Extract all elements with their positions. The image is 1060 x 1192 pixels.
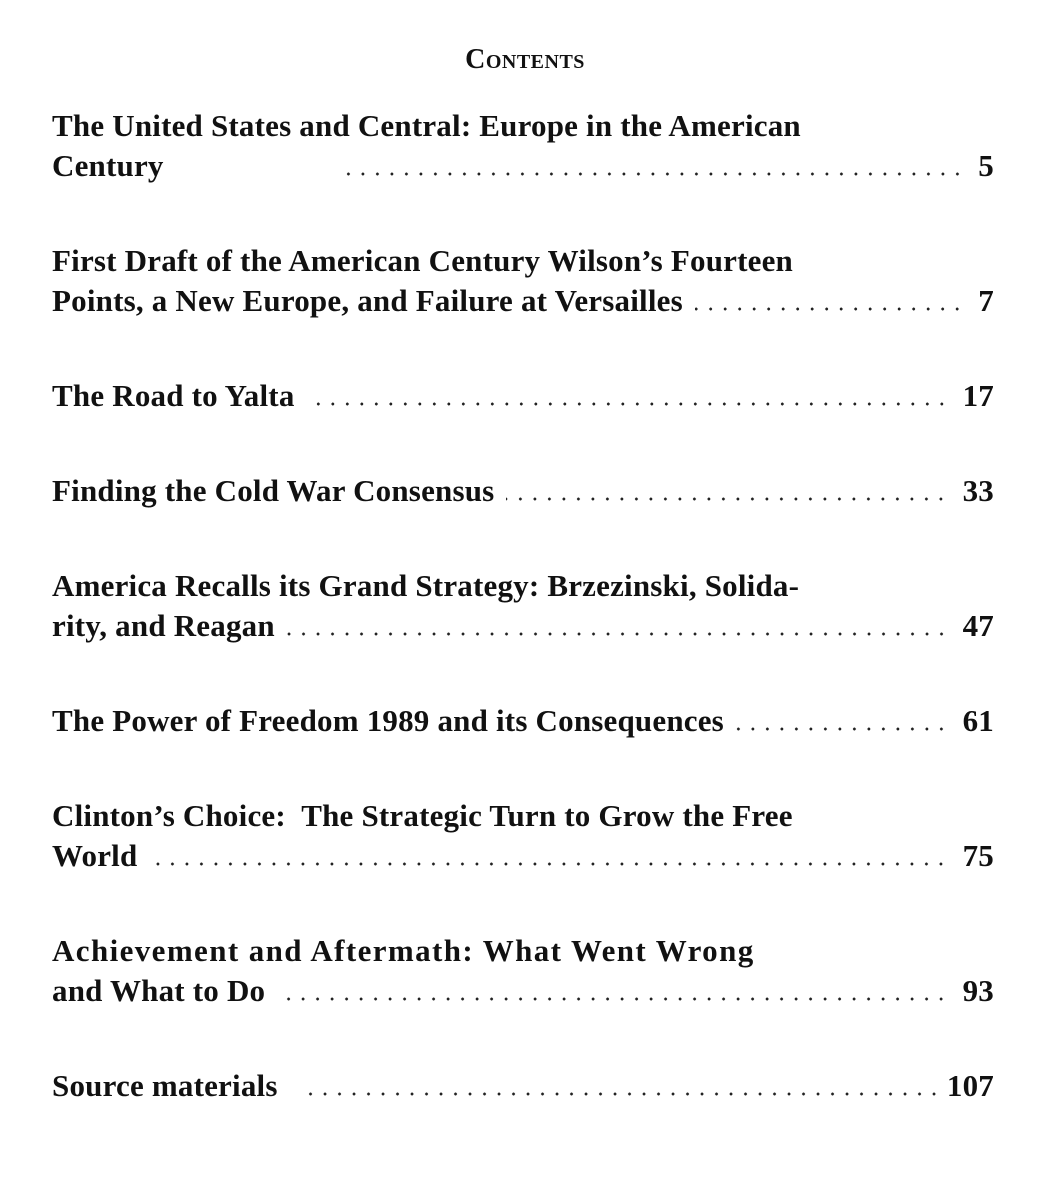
dot-leader xyxy=(695,307,964,311)
page-number: 107 xyxy=(946,1068,994,1103)
page-number: 7 xyxy=(978,283,994,318)
dot-leader xyxy=(339,172,965,176)
toc-entry[interactable] xyxy=(52,106,994,186)
entry-title-line: The Power of Freedom 1989 and its Consequences xyxy=(52,703,724,738)
dot-leader xyxy=(307,402,949,406)
entry-title-line: and What to Do xyxy=(52,973,266,1008)
page-number: 17 xyxy=(962,378,994,413)
dot-leader xyxy=(306,1092,941,1096)
entry-title-line: Source materials xyxy=(52,1068,278,1103)
page-number: 75 xyxy=(962,838,994,873)
dot-leader xyxy=(277,997,948,1001)
dot-leader xyxy=(506,497,948,501)
entry-title-line: rity, and Reagan xyxy=(52,608,275,643)
entry-title-line: Century xyxy=(52,148,164,183)
page-number: 5 xyxy=(978,148,994,183)
toc-entry[interactable] xyxy=(52,1066,994,1106)
entry-title-line: Achievement and Aftermath: What Went Wrong xyxy=(52,933,755,968)
entry-title-line: Clinton’s Choice: The Strategic Turn to Grow the Free xyxy=(52,798,793,833)
toc-entry[interactable] xyxy=(52,471,994,511)
entry-title-line: America Recalls its Grand Strategy: Brzezinski, Solida- xyxy=(52,568,800,603)
toc-entry[interactable] xyxy=(52,241,994,321)
page-number: 93 xyxy=(962,973,994,1008)
toc-entry[interactable] xyxy=(52,566,994,646)
entry-title-line: The United States and Central: Europe in the American xyxy=(52,108,801,143)
page-number: 33 xyxy=(962,473,994,508)
dot-leader xyxy=(736,727,949,731)
toc-entry[interactable] xyxy=(52,701,994,741)
entry-title-line: First Draft of the American Century Wilson’s Fourteen xyxy=(52,243,793,278)
page-number: 61 xyxy=(962,703,994,738)
toc-entry[interactable] xyxy=(52,931,994,1011)
contents-heading: Contents xyxy=(465,44,585,75)
entry-title-line: Points, a New Europe, and Failure at Versailles xyxy=(52,283,683,318)
dot-leader xyxy=(287,632,949,636)
entry-title-line: World xyxy=(52,838,138,873)
toc-entry[interactable] xyxy=(52,796,994,876)
entry-title-line: The Road to Yalta xyxy=(52,378,295,413)
dot-leader xyxy=(149,862,948,866)
page-number: 47 xyxy=(962,608,994,643)
entry-title-line: Finding the Cold War Consensus xyxy=(52,473,495,508)
toc-entry[interactable] xyxy=(52,376,994,416)
